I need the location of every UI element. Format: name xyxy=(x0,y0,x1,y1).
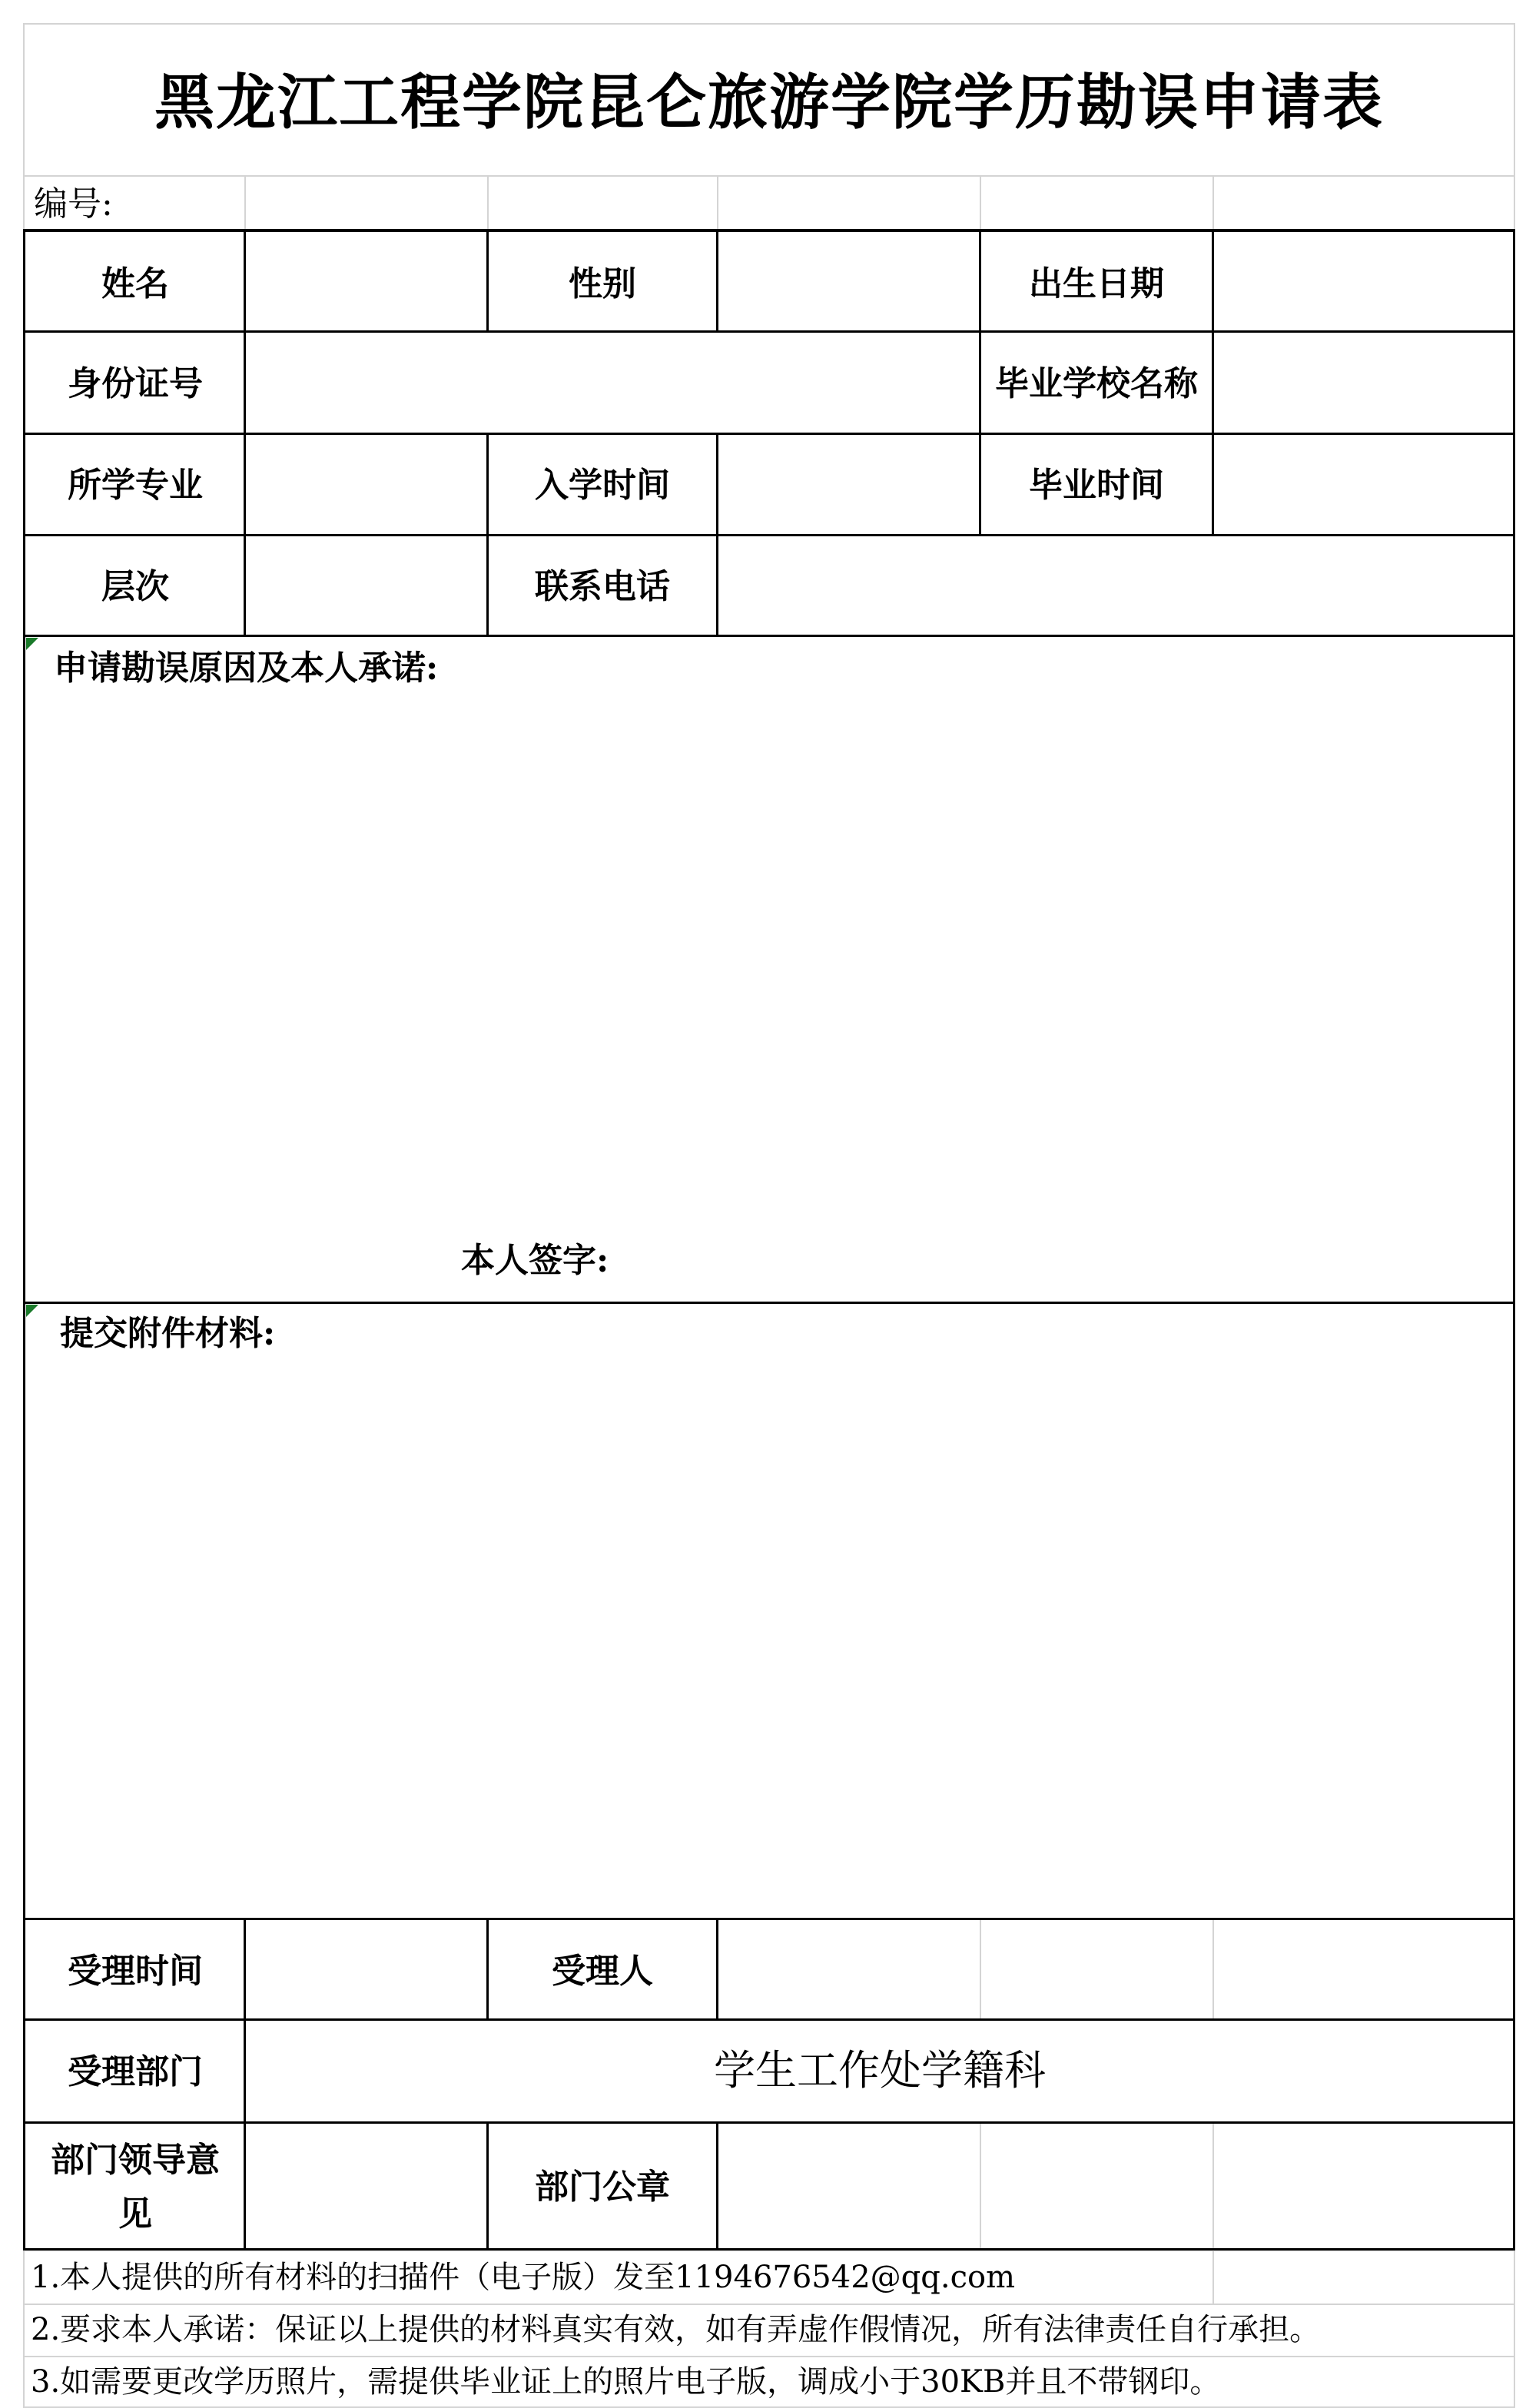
id-number-field[interactable] xyxy=(246,333,979,433)
leader-opinion-label-cont: 见 xyxy=(118,2194,152,2234)
attachments-area[interactable] xyxy=(25,1360,1513,1913)
accept-time-field[interactable] xyxy=(246,1920,486,2018)
enroll-time-label: 入学时间 xyxy=(535,466,670,505)
major-label: 所学专业 xyxy=(68,466,203,505)
birth-date-label: 出生日期 xyxy=(1029,264,1164,303)
note-3: 3.如需要更改学历照片，需提供毕业证上的照片电子版，调成小于30KB并且不带钢印。 xyxy=(31,2364,1221,2400)
attachments-label: 提交附件材料: xyxy=(60,1314,276,1353)
grad-time-field[interactable] xyxy=(1214,435,1513,534)
leader-opinion-label: 部门领导意 xyxy=(51,2141,220,2180)
cell-comment-marker xyxy=(26,638,38,650)
major-field[interactable] xyxy=(246,435,486,534)
reason-label: 申请勘误原因及本人承诺: xyxy=(54,648,439,688)
acceptor-field[interactable] xyxy=(718,1920,1513,2018)
name-field[interactable] xyxy=(246,232,486,330)
dept-seal-field[interactable] xyxy=(718,2124,1513,2248)
school-name-field[interactable] xyxy=(1214,333,1513,433)
accept-dept-label: 受理部门 xyxy=(68,2052,203,2091)
gender-label: 性别 xyxy=(569,264,636,303)
accept-time-label: 受理时间 xyxy=(68,1952,203,1991)
birth-date-field[interactable] xyxy=(1214,232,1513,330)
reason-text-area[interactable] xyxy=(25,692,1513,1229)
phone-field[interactable] xyxy=(718,536,1513,635)
accept-dept-value: 学生工作处学籍科 xyxy=(714,2046,1046,2095)
name-label: 姓名 xyxy=(101,264,169,303)
acceptor-label: 受理人 xyxy=(552,1952,653,1991)
dept-seal-label: 部门公章 xyxy=(535,2168,670,2207)
cell-comment-marker xyxy=(26,1305,38,1317)
id-number-label: 身份证号 xyxy=(68,364,203,403)
enroll-time-field[interactable] xyxy=(718,435,979,534)
form-title: 黑龙江工程学院昆仑旅游学院学历勘误申请表 xyxy=(154,68,1385,138)
level-label: 层次 xyxy=(101,567,169,606)
gender-field[interactable] xyxy=(718,232,979,330)
grad-time-label: 毕业时间 xyxy=(1029,466,1164,505)
school-name-label: 毕业学校名称 xyxy=(995,364,1198,403)
signature-label: 本人签字: xyxy=(461,1241,609,1280)
level-field[interactable] xyxy=(246,536,486,635)
serial-number-label: 编号: xyxy=(34,184,113,224)
leader-opinion-field[interactable] xyxy=(246,2124,486,2248)
phone-label: 联系电话 xyxy=(535,567,670,606)
note-2: 2.要求本人承诺：保证以上提供的材料真实有效，如有弄虚作假情况，所有法律责任自行承担。 xyxy=(31,2312,1321,2347)
note-1: 1.本人提供的所有材料的扫描件（电子版）发至1194676542@qq.com xyxy=(31,2260,1015,2295)
